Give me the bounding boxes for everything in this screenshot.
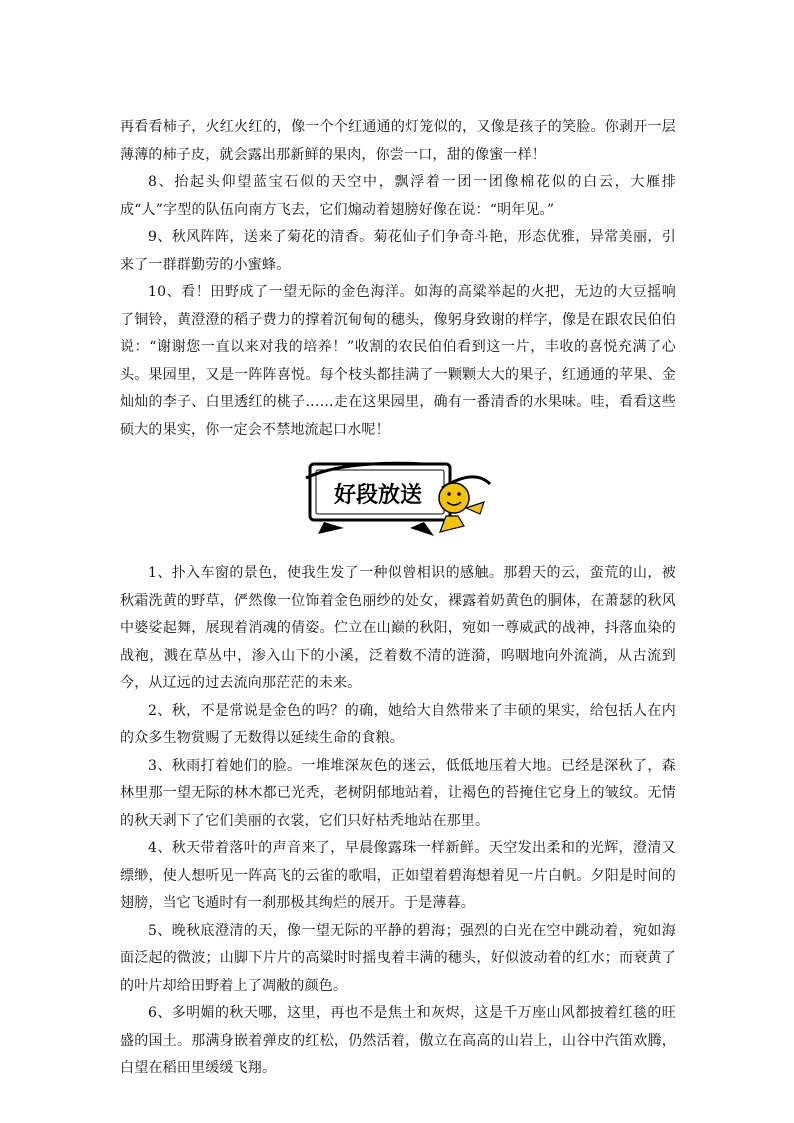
paragraph-good-6: 6、多明媚的秋天哪，这里，再也不是焦土和灰烬，这是千万座山风都披着红毯的旺盛的国土。那满身嵌着弹皮的红松，仍然活着，傲立在高高的山岩上，山谷中汽笛欢腾，白望在稻田里缓缓飞翔。 [120,1005,676,1076]
paragraph-good-3: 3、秋雨打着她们的脸。一堆堆深灰色的迷云，低低地压着大地。已经是深秋了，森林里那一望无际的林木都已光秃，老树阴郁地站着，让褐色的苔掩住它身上的皱纹。无情的秋天剥下了它们美丽的衣裳，它们只好枯秃地站在那里。 [120,757,676,829]
document-page [120,114,676,1083]
paragraph-persimmon: 再看看柿子，火红火红的，像一个个红通通的灯笼似的，又像是孩子的笑脸。你剥开一层薄薄的柿子皮，就会露出那新鲜的果肉，你尝一口，甜的像蜜一样！ [120,119,676,163]
paragraph-good-4: 4、秋天带着落叶的声音来了，早晨像露珠一样新鲜。天空发出柔和的光辉，澄清又缥缈，使人想听见一阵高飞的云雀的歌唱，正如望着碧海想着见一片白帆。夕阳是时间的翅膀，当它飞遁时有一刹那极其绚烂的展开。于是薄暮。 [120,840,676,911]
paragraph-good-1: 1、扑入车窗的景色，使我生发了一种似曾相识的感触。那碧天的云，蛮荒的山，被秋霜洗黄的野草，俨然像一位饰着金色丽纱的处女，裸露着奶黄色的胴体，在萧瑟的秋风中婆娑起舞，展现着消魂的倩姿。伫立在山巅的秋阳，宛如一尊威武的战神，抖落血染的战袍，溅在草丛中，渗入山下的小溪，泛着数不清的涟漪，呜咽地向外流淌，从古流到今，从辽远的过去流向那茫茫的未来。 [120,565,676,691]
paragraph-good-2: 2、秋，不是常说是金色的吗？的确，她给大自然带来了丰硕的果实，给包括人在内的众多生物赏赐了无数得以延续生命的食粮。 [120,702,676,746]
paragraph-10: 10、看！田野成了一望无际的金色海洋。如海的高粱举起的火把，无边的大豆摇响了铜铃，黄澄澄的稻子费力的撑着沉甸甸的穗头，像躬身致谢的样字，像是在跟农民伯伯说：“谢谢您一直以来对我的培养！”收割的农民伯伯看到这一片，丰收的喜悦充满了心头。果园里，又是一阵阵喜悦。每个枝头都挂满了一颗颗大大的果子，红通通的苹果、金灿灿的李子、白里透红的桃子……走在这果园里，确有一番清香的水果味。哇，看看这些硕大的果实，你一定会不禁地流起口水呢！ [120,284,676,438]
smiley-icon [439,483,484,532]
banner-title: 好段放送 [333,482,423,508]
paragraph-8: 8、抬起头仰望蓝宝石似的天空中，飘浮着一团一团像棉花似的白云，大雁排成“人”字型的队伍向南方飞去，它们煽动着翅膀好像在说：“明年见。” [120,174,676,218]
good-paragraphs-banner [304,458,494,538]
paragraph-9: 9、秋风阵阵，送来了菊花的清香。菊花仙子们争奇斗艳，形态优雅，异常美丽，引来了一群群勤劳的小蜜蜂。 [120,229,676,273]
paragraph-good-5: 5、晚秋底澄清的天，像一望无际的平静的碧海；强烈的白光在空中跳动着，宛如海面泛起的微波；山脚下片片的高粱时时摇曳着丰满的穗头，好似波动着的红水；而衰黄了的叶片却给田野着上了凋敝的颜色。 [120,922,676,994]
section-banner-area [120,444,676,560]
